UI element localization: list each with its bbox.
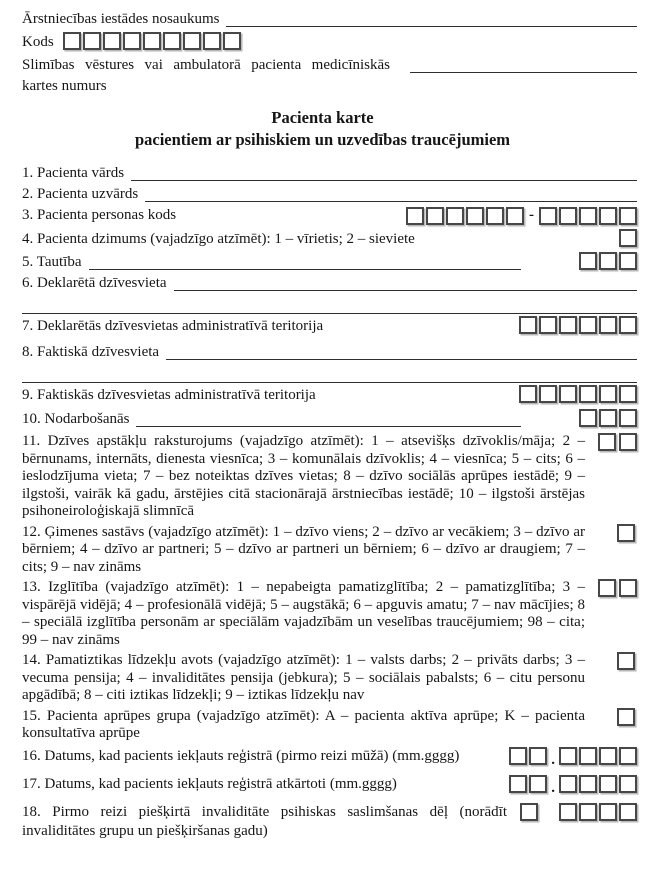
checkbox-cell[interactable]: [446, 207, 464, 225]
item-4-gender: [22, 229, 637, 250]
checkbox-cell[interactable]: [559, 747, 577, 765]
item-6-label: 6. Deklarētā dzīvesvieta: [22, 275, 167, 291]
form-title-line1: Pacienta karte: [271, 108, 374, 127]
checkbox-cell[interactable]: [619, 229, 637, 247]
item-17-month-boxes: [509, 775, 547, 793]
checkbox-cell[interactable]: [579, 803, 597, 821]
item-6-fill-line[interactable]: [174, 273, 637, 291]
checkbox-cell[interactable]: [539, 385, 557, 403]
item-5-fill-line[interactable]: [89, 252, 522, 270]
checkbox-cell[interactable]: [519, 385, 537, 403]
item-13-label: 13. Izglītība (vajadzīgo atzīmēt): 1 – nepabeigta pamatizglītība; 2 – pamatizglītība; 3 – vispārējā vidējā; 4 – profesionālā vidējā; 5 – augstākā; 6 – apguvis amatu; 7 – nav mācījies; 8 – speciālā izglītība personām ar speciālām vajadzībām un veselības traucējumiem; 98 – cita; 99 – nav zināms: [22, 579, 585, 648]
item-8-fill-line[interactable]: [166, 342, 637, 360]
checkbox-cell[interactable]: [559, 207, 577, 225]
item-1-patient-name: [22, 163, 637, 184]
item-8-actual-residence: [22, 342, 637, 383]
form-title: [22, 107, 637, 151]
item-5-label: 5. Tautība: [22, 254, 82, 270]
checkbox-cell[interactable]: [619, 409, 637, 427]
item-16-date-boxes: [509, 747, 637, 768]
checkbox-cell[interactable]: [619, 207, 637, 225]
item-11-label: 11. Dzīves apstākļu raksturojums (vajadzīgo atzīmēt): 1 – atsevišķs dzīvoklis/māja; 2 – bērnunams, internāts, dienesta viesnīca; 3 – komunālais dzīvoklis; 4 – viesnīca; 5 – cits; 6 – ieslodzījuma vieta; 7 – bez noteiktas dzīves vietas; 8 – dzīvo sociālās aprūpes iestādē; 9 – ilgstoši, vairāk kā gadu, ārstējies citā stacionārajā ārstniecības iestādē; 10 – ilgstoši ārstējas psihoneiroloģiskajā slimnīcā: [22, 433, 585, 519]
item-17-date-boxes: [509, 775, 637, 796]
checkbox-cell[interactable]: [619, 579, 637, 597]
checkbox-cell[interactable]: [559, 316, 577, 334]
institution-name-label: Ārstniecības iestādes nosaukums: [22, 11, 220, 27]
checkbox-cell[interactable]: [599, 252, 617, 270]
checkbox-cell[interactable]: [598, 579, 616, 597]
item-14-income-source: [22, 652, 637, 705]
code-label: Kods: [22, 34, 54, 50]
checkbox-cell[interactable]: [619, 803, 637, 821]
checkbox-cell[interactable]: [539, 207, 557, 225]
item-9-actual-territory: [22, 385, 637, 409]
item-5-boxes: [579, 252, 637, 270]
checkbox-cell[interactable]: [619, 433, 637, 451]
checkbox-cell[interactable]: [619, 316, 637, 334]
checkbox-cell[interactable]: [559, 803, 577, 821]
checkbox-cell[interactable]: [183, 32, 201, 50]
item-11-living-conditions: [22, 433, 637, 521]
item-17-label: 17. Datums, kad pacients iekļauts reģistrā atkārtoti (mm.gggg): [22, 775, 397, 792]
item-8-fill-line-2[interactable]: [22, 363, 637, 383]
item-2-label: 2. Pacienta uzvārds: [22, 186, 139, 202]
checkbox-cell[interactable]: [599, 316, 617, 334]
checkbox-cell[interactable]: [579, 385, 597, 403]
checkbox-cell[interactable]: [529, 775, 547, 793]
item-16-year-boxes: [559, 747, 637, 765]
checkbox-cell[interactable]: [599, 409, 617, 427]
checkbox-cell[interactable]: [223, 32, 241, 50]
item-18-year-boxes: [559, 803, 637, 821]
checkbox-cell[interactable]: [599, 207, 617, 225]
item-11-boxes: [598, 433, 637, 451]
checkbox-cell[interactable]: [579, 775, 597, 793]
item-2-patient-surname: [22, 184, 637, 205]
checkbox-cell[interactable]: [103, 32, 121, 50]
item-3-dash-separator: -: [529, 207, 534, 223]
item-7-label: 7. Deklarētās dzīvesvietas administratīvā teritorija: [22, 318, 324, 334]
checkbox-cell[interactable]: [617, 524, 635, 542]
checkbox-cell[interactable]: [579, 409, 597, 427]
item-16-month-boxes: [509, 747, 547, 765]
item-17-dot-separator: .: [551, 779, 555, 796]
checkbox-cell[interactable]: [63, 32, 81, 50]
item-6-fill-line-2[interactable]: [22, 294, 637, 314]
checkbox-cell[interactable]: [509, 775, 527, 793]
checkbox-cell[interactable]: [529, 747, 547, 765]
record-number-label: Slimības vēstures vai ambulatorā pacienta medicīniskās kartes numurs: [22, 57, 390, 94]
form-title-line2: pacientiem ar psihiskiem un uzvedības traucējumiem: [134, 130, 511, 149]
checkbox-cell[interactable]: [579, 316, 597, 334]
item-14-boxes: [617, 652, 635, 670]
record-number-row: [22, 55, 637, 97]
item-10-fill-line[interactable]: [136, 409, 521, 427]
item-12-boxes: [617, 524, 635, 542]
item-12-family-composition: [22, 524, 637, 577]
item-4-label: 4. Pacienta dzimums (vajadzīgo atzīmēt): 1 – vīrietis; 2 – sieviete: [22, 231, 415, 247]
checkbox-cell[interactable]: [617, 652, 635, 670]
item-1-label: 1. Pacienta vārds: [22, 165, 125, 181]
item-13-education: [22, 579, 637, 649]
item-15-care-group: [22, 708, 637, 743]
item-16-dot-separator: .: [551, 751, 555, 768]
item-10-boxes: [579, 409, 637, 427]
checkbox-cell[interactable]: [519, 316, 537, 334]
item-9-boxes: [519, 385, 637, 403]
checkbox-cell[interactable]: [426, 207, 444, 225]
item-13-boxes: [598, 579, 637, 597]
checkbox-cell[interactable]: [617, 708, 635, 726]
item-3-personal-code: [22, 205, 637, 229]
checkbox-cell[interactable]: [579, 252, 597, 270]
item-16-label: 16. Datums, kad pacients iekļauts reģistrā (pirmo reizi mūžā) (mm.gggg): [22, 747, 460, 764]
checkbox-cell[interactable]: [599, 385, 617, 403]
checkbox-cell[interactable]: [619, 747, 637, 765]
item-15-boxes: [617, 708, 635, 726]
item-2-fill-line[interactable]: [145, 184, 637, 202]
item-8-label: 8. Faktiskā dzīvesvieta: [22, 344, 160, 360]
checkbox-cell[interactable]: [599, 747, 617, 765]
item-14-label: 14. Pamatiztikas līdzekļu avots (vajadzīgo atzīmēt): 1 – valsts darbs; 2 – privāts darbs; 3 – vecuma pensija; 4 – invaliditātes pensija (jebkura); 5 – sociālais pabalsts; 6 – citu personu apgādībā; 8 – citi iztikas līdzekļi; 9 – iztikas līdzekļu nav: [22, 652, 585, 703]
checkbox-cell[interactable]: [520, 803, 538, 821]
item-4-boxes: [619, 229, 637, 247]
item-18-box-gap: [541, 803, 556, 821]
item-10-label: 10. Nodarbošanās: [22, 411, 130, 427]
checkbox-cell[interactable]: [509, 747, 527, 765]
checkbox-cell[interactable]: [123, 32, 141, 50]
item-18-group-box: [520, 803, 538, 821]
checkbox-cell[interactable]: [143, 32, 161, 50]
checkbox-cell[interactable]: [619, 775, 637, 793]
item-7-declared-territory: [22, 316, 637, 340]
checkbox-cell[interactable]: [598, 433, 616, 451]
institution-name-row: [22, 9, 637, 30]
checkbox-cell[interactable]: [486, 207, 504, 225]
item-15-label: 15. Pacienta aprūpes grupa (vajadzīgo atzīmēt): A – pacienta aktīva aprūpe; K – pacienta konsultatīva aprūpe: [22, 707, 585, 741]
code-boxes: [63, 32, 241, 50]
checkbox-cell[interactable]: [203, 32, 221, 50]
checkbox-cell[interactable]: [619, 252, 637, 270]
checkbox-cell[interactable]: [619, 385, 637, 403]
item-17-repeat-registration-date: [22, 775, 637, 799]
code-row: [22, 32, 637, 53]
checkbox-cell[interactable]: [599, 803, 617, 821]
item-10-occupation: [22, 409, 637, 430]
checkbox-cell[interactable]: [559, 385, 577, 403]
checkbox-cell[interactable]: [506, 207, 524, 225]
item-9-label: 9. Faktiskās dzīvesvietas administratīvā teritorija: [22, 387, 316, 403]
item-3-boxes-left: [406, 207, 524, 225]
checkbox-cell[interactable]: [83, 32, 101, 50]
checkbox-cell[interactable]: [599, 775, 617, 793]
item-3-label: 3. Pacienta personas kods: [22, 207, 177, 223]
checkbox-cell[interactable]: [539, 316, 557, 334]
item-7-boxes: [519, 316, 637, 334]
checkbox-cell[interactable]: [579, 747, 597, 765]
checkbox-cell[interactable]: [579, 207, 597, 225]
item-18-boxes: [520, 803, 637, 821]
item-18-first-disability: [22, 803, 637, 841]
item-18-label: 18. Pirmo reizi piešķirtā invaliditāte psihiskas saslimšanas dēļ (norādīt invaliditātes grupu un piešķiršanas gadu): [22, 803, 507, 839]
item-12-label: 12. Ģimenes sastāvs (vajadzīgo atzīmēt): 1 – dzīvo viens; 2 – dzīvo ar vecākiem; 3 – dzīvo ar bērniem; 4 – dzīvo ar partneri; 5 – dzīvo ar partneri un bērniem; 6 – dzīvo ar draugiem; 7 – cits; 9 – nav zināms: [22, 523, 585, 575]
record-number-fill-line[interactable]: [410, 55, 637, 73]
checkbox-cell[interactable]: [406, 207, 424, 225]
checkbox-cell[interactable]: [163, 32, 181, 50]
item-1-fill-line[interactable]: [131, 163, 637, 181]
item-3-boxes-right: [539, 207, 637, 225]
checkbox-cell[interactable]: [466, 207, 484, 225]
checkbox-cell[interactable]: [559, 775, 577, 793]
item-5-ethnicity: [22, 252, 637, 273]
item-16-first-registration-date: [22, 747, 637, 771]
institution-name-fill-line[interactable]: [226, 9, 637, 27]
item-17-year-boxes: [559, 775, 637, 793]
item-6-declared-residence: [22, 273, 637, 314]
